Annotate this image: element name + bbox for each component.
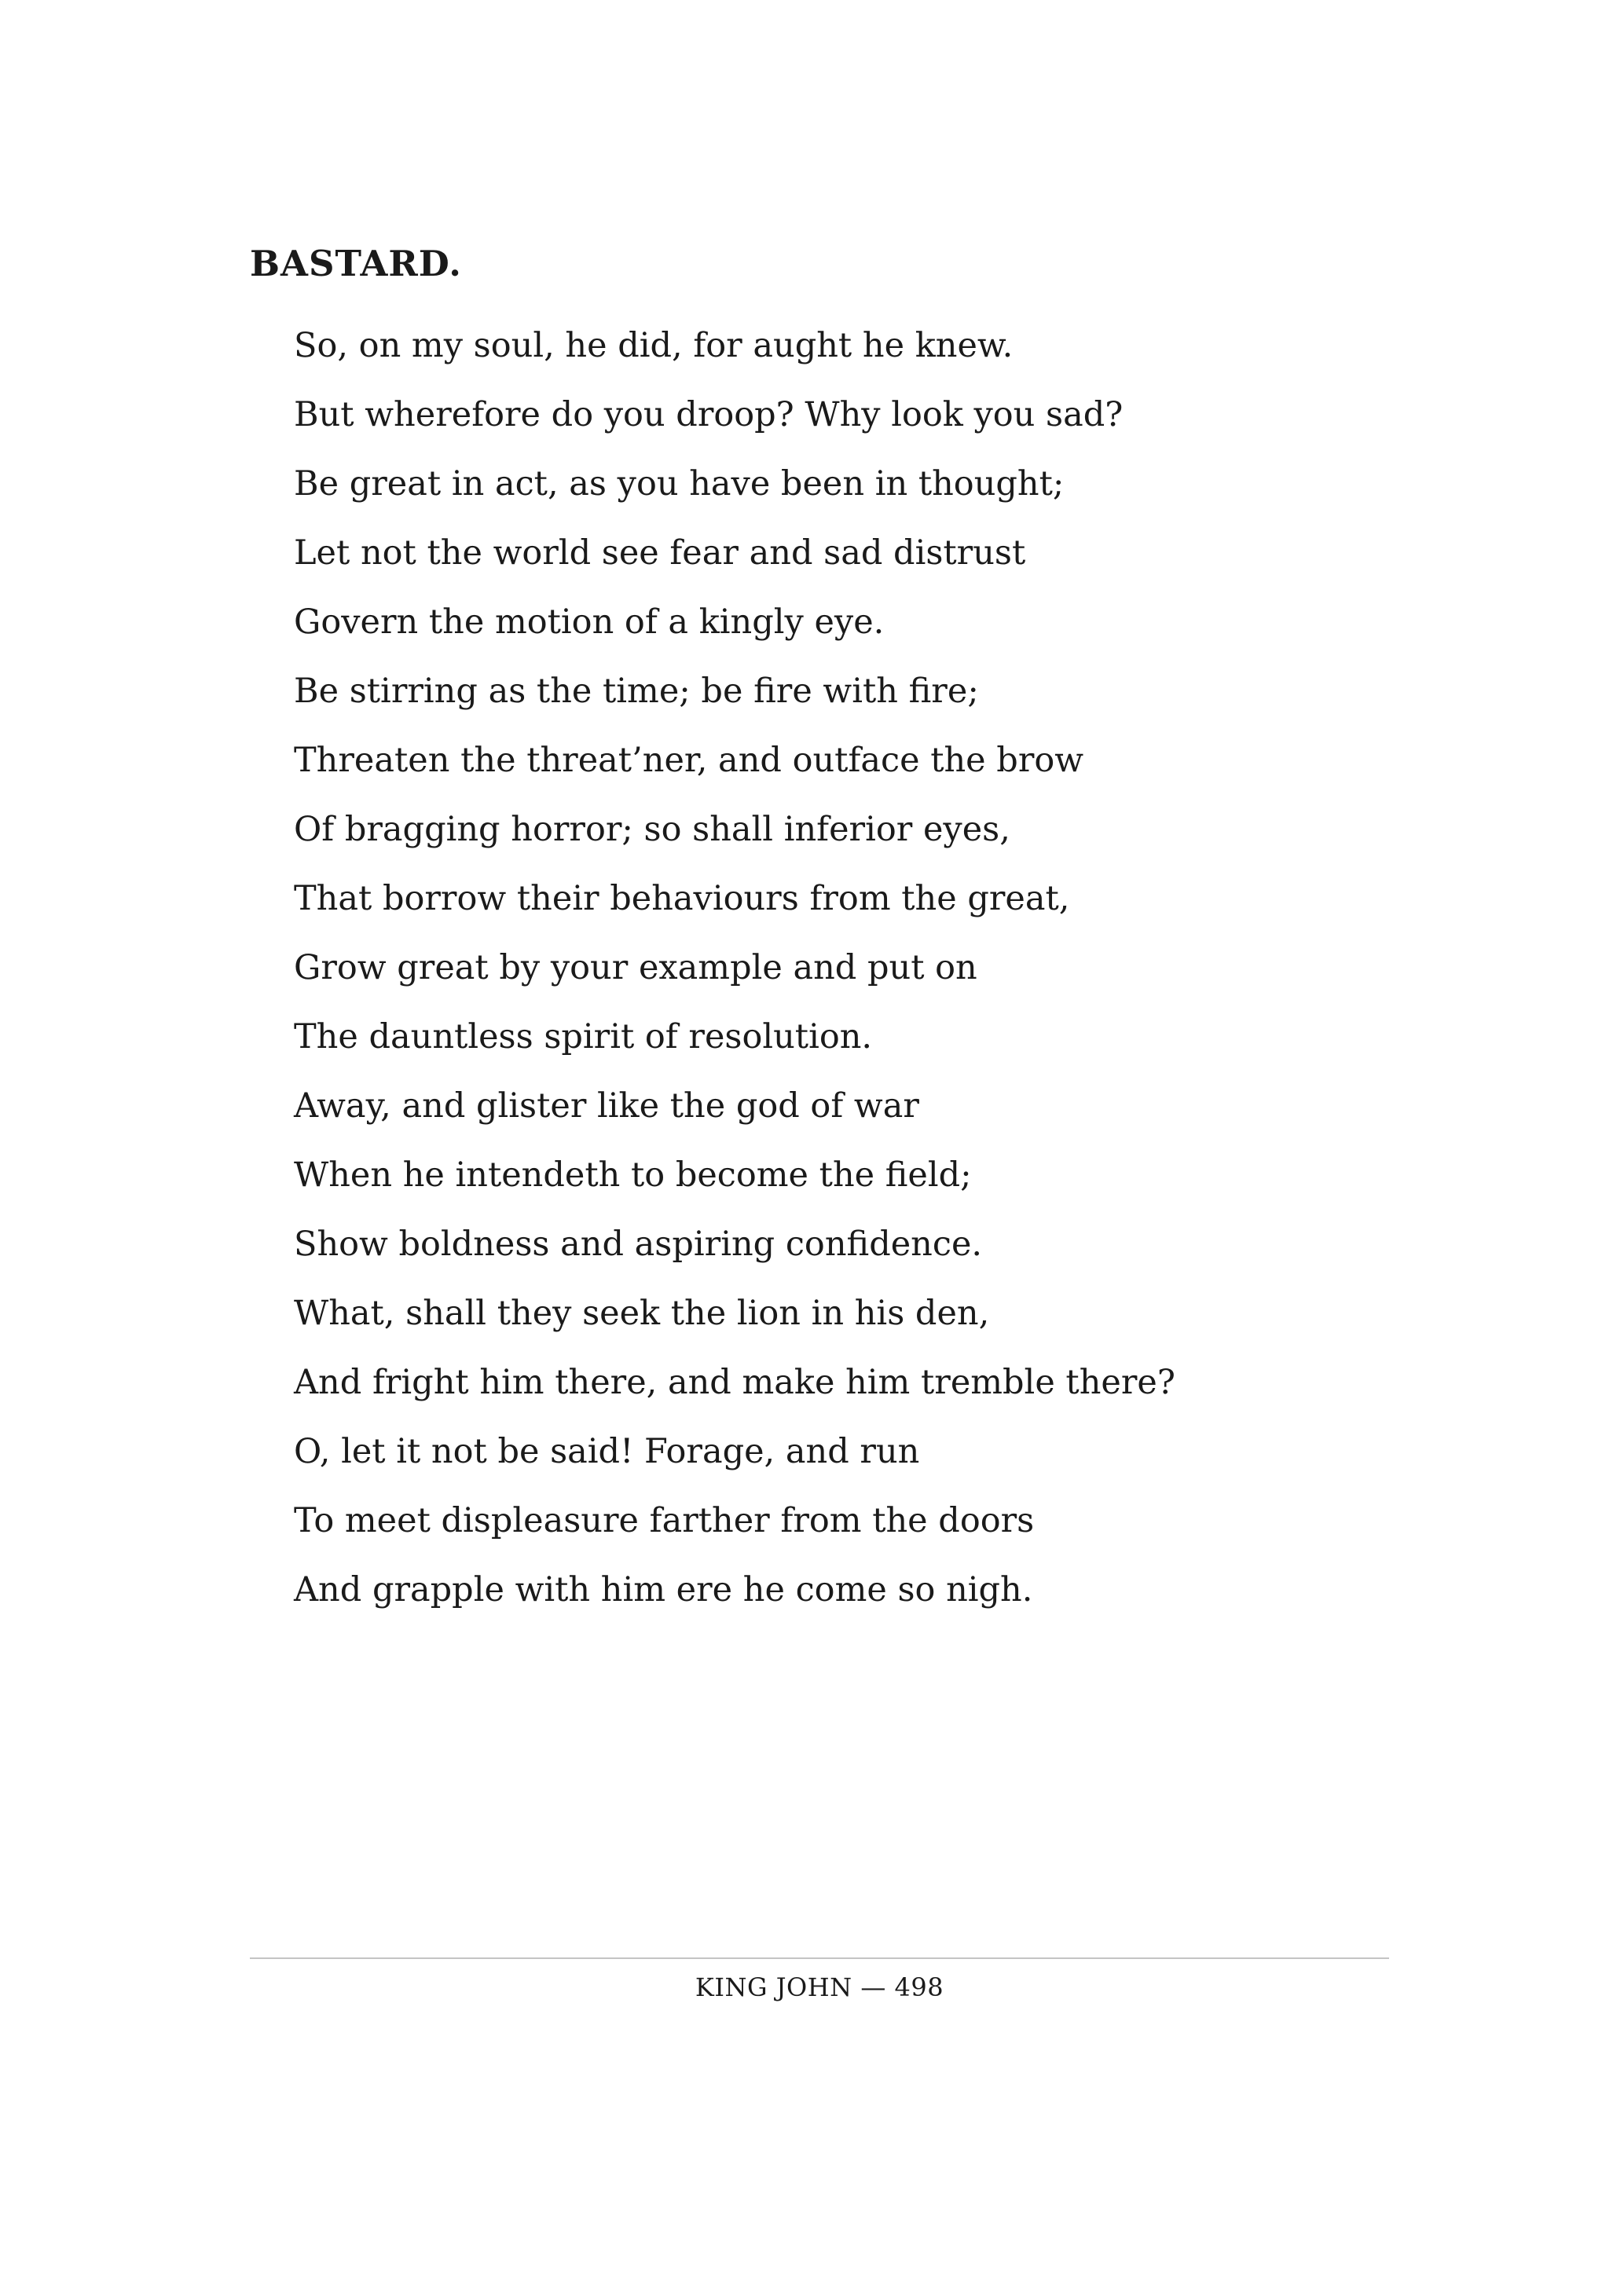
verse-line: Let not the world see fear and sad distrust bbox=[294, 533, 1026, 573]
verse-line: Of bragging horror; so shall inferior eyes, bbox=[294, 810, 1010, 849]
running-footer: KING JOHN — 498 bbox=[695, 1972, 944, 2002]
verse-line: Away, and glister like the god of war bbox=[294, 1086, 919, 1126]
verse-lines bbox=[294, 311, 1175, 1624]
verse-line: Be stirring as the time; be fire with fire; bbox=[294, 672, 979, 711]
verse-line: But wherefore do you droop? Why look you sad? bbox=[294, 395, 1124, 434]
verse-line: Be great in act, as you have been in thought; bbox=[294, 464, 1065, 504]
verse-line: O, let it not be said! Forage, and run bbox=[294, 1432, 920, 1471]
verse-line: Grow great by your example and put on bbox=[294, 948, 977, 987]
verse-line: What, shall they seek the lion in his den, bbox=[294, 1294, 990, 1333]
verse-line: Show boldness and aspiring confidence. bbox=[294, 1225, 983, 1264]
verse-line: To meet displeasure farther from the doors bbox=[294, 1501, 1035, 1540]
verse-line: And grapple with him ere he come so nigh. bbox=[294, 1570, 1033, 1609]
verse-line: So, on my soul, he did, for aught he knew. bbox=[294, 326, 1014, 365]
verse-line: That borrow their behaviours from the great, bbox=[294, 879, 1070, 918]
verse-line: When he intendeth to become the field; bbox=[294, 1155, 972, 1195]
footer-divider bbox=[250, 1957, 1389, 1959]
verse-line: Threaten the threat’ner, and outface the brow bbox=[294, 741, 1084, 780]
verse-line: Govern the motion of a kingly eye. bbox=[294, 602, 885, 642]
verse-line: The dauntless spirit of resolution. bbox=[294, 1017, 873, 1056]
verse-line: And fright him there, and make him tremble there? bbox=[294, 1363, 1175, 1402]
speaker-name: BASTARD. bbox=[250, 243, 462, 284]
